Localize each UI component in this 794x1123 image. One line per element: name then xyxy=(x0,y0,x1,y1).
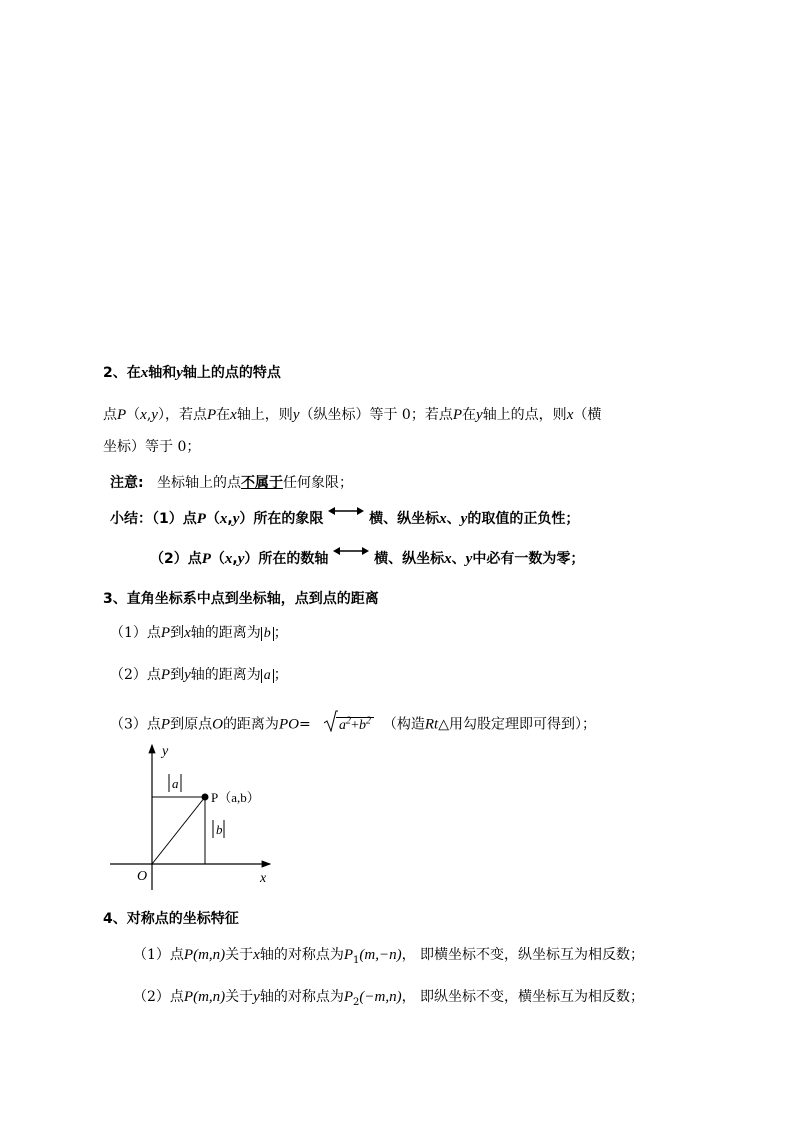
text: 在 xyxy=(462,407,477,423)
note-label: 注意: xyxy=(110,475,144,491)
var-x: x xyxy=(219,511,228,527)
double-arrow-icon xyxy=(333,544,369,558)
text: （2）点 xyxy=(150,551,202,567)
text: （2）点 xyxy=(133,989,184,1005)
text: （1）点 xyxy=(133,947,184,963)
expr-args: (−m,n) xyxy=(359,989,402,1005)
text: 到原点 xyxy=(170,716,213,733)
text: （1）点 xyxy=(152,511,197,527)
text: 轴上的点，则 xyxy=(482,407,567,423)
var-P: P xyxy=(160,625,171,641)
var-P2: P xyxy=(343,989,354,1005)
var-x: x xyxy=(439,511,447,527)
text: 的取值的正负性； xyxy=(467,511,580,527)
text: ）所在的象限 xyxy=(239,511,324,527)
var-P: P xyxy=(201,551,211,567)
var-x: x xyxy=(566,407,574,423)
text: ，若点 xyxy=(164,407,207,423)
var-y: y xyxy=(292,407,300,423)
radical-sign-icon xyxy=(324,710,338,732)
text: 轴上，则 xyxy=(236,407,293,423)
s4-item-2 xyxy=(133,988,644,1012)
abs-b-label: b xyxy=(216,822,223,837)
text: （构造 xyxy=(382,716,425,733)
section-3-heading: 3、直角坐标系中点到坐标轴，点到点的距离 xyxy=(103,591,379,607)
section-4-heading: 4、对称点的坐标特征 xyxy=(103,911,239,927)
text: （3）点 xyxy=(110,716,161,733)
text: 关于 xyxy=(225,947,254,963)
abs-a-label: a xyxy=(172,776,179,791)
text: （ xyxy=(210,551,225,567)
text: ； xyxy=(273,625,288,641)
coordinate-figure xyxy=(105,740,285,890)
text: 在 xyxy=(216,407,231,423)
plus-sign: + xyxy=(351,717,359,733)
var-x: x xyxy=(140,365,149,381)
text: , xyxy=(227,511,233,527)
var-x: x xyxy=(230,407,237,423)
text: 、 xyxy=(451,551,466,567)
section-2-heading xyxy=(103,364,281,382)
var-Rt: Rt xyxy=(424,716,439,733)
text: ） xyxy=(157,407,165,423)
text: ， 即纵坐标不变，横坐标互为相反数； xyxy=(401,989,645,1005)
subscript: 2 xyxy=(353,996,360,1008)
var-y: y xyxy=(176,365,183,381)
text: 轴的距离为 xyxy=(190,625,261,641)
var-y: y xyxy=(184,667,191,683)
section-2-paragraph-line1 xyxy=(103,406,601,424)
text: 点 xyxy=(103,407,117,423)
var-b: b xyxy=(358,717,366,733)
text: 坐标轴上的点 xyxy=(156,475,241,491)
text: ）所在的数轴 xyxy=(244,551,329,567)
text: , xyxy=(146,407,152,423)
text: 轴的对称点为 xyxy=(259,947,344,963)
s3-item-1 xyxy=(110,624,288,642)
var-x: x xyxy=(253,947,260,963)
subscript: 1 xyxy=(353,954,360,966)
var-P: P xyxy=(452,407,463,423)
text: 到 xyxy=(170,667,185,683)
text: （纵坐标）等于 0；若点 xyxy=(299,407,453,423)
double-arrow-icon xyxy=(328,504,364,518)
summary-label: 小结： xyxy=(110,511,152,527)
heading-text: 轴上的点的特点 xyxy=(182,365,281,381)
text: 到 xyxy=(170,625,185,641)
var-y: y xyxy=(232,511,240,527)
y-axis-label: y xyxy=(162,744,169,759)
origin-label: O xyxy=(137,869,148,884)
text: ； xyxy=(273,667,288,683)
var-x: x xyxy=(444,551,452,567)
x-axis-label: x xyxy=(260,871,267,886)
var-P: P xyxy=(206,407,217,423)
var-x: x xyxy=(224,551,233,567)
text: （1）点 xyxy=(110,625,161,641)
text: 横、纵坐标 xyxy=(369,511,440,527)
s4-item-1 xyxy=(133,946,644,970)
var-O: O xyxy=(212,716,223,733)
s3-item-2 xyxy=(110,666,288,684)
var-y: y xyxy=(151,407,158,423)
heading-text: 轴和 xyxy=(148,365,177,381)
var-P1: P xyxy=(343,947,354,963)
exponent: 2 xyxy=(365,715,371,726)
radicand xyxy=(336,717,374,733)
summary-line-1 xyxy=(110,510,579,528)
text: （ xyxy=(126,407,141,423)
text: 的距离为 xyxy=(222,716,279,733)
text: （横 xyxy=(573,407,602,423)
expr-args: (m,−n) xyxy=(359,947,402,963)
note-line xyxy=(110,474,353,492)
text: 轴的对称点为 xyxy=(259,989,344,1005)
heading-text: 2、在 xyxy=(103,365,141,381)
point-P xyxy=(202,794,209,801)
s3-item-3 xyxy=(110,712,596,735)
underlined-text: 不属于 xyxy=(240,475,283,491)
text: 、 xyxy=(446,511,461,527)
text: ， 即横坐标不变，纵坐标互为相反数； xyxy=(401,947,645,963)
hypotenuse-segment xyxy=(152,797,205,864)
var-P: P xyxy=(117,407,127,423)
text: = xyxy=(298,716,311,733)
var-y: y xyxy=(476,407,483,423)
exponent: 2 xyxy=(346,715,352,726)
expr-P-m-n: P(m,n) xyxy=(183,947,226,963)
text: 中必有一数为零； xyxy=(472,551,585,567)
var-x: x xyxy=(140,407,147,423)
abs-a: a xyxy=(261,669,274,683)
text: △用勾股定理即可得到）； xyxy=(438,716,596,733)
sqrt-expression xyxy=(324,712,374,735)
abs-b: b xyxy=(261,627,274,641)
text: （ xyxy=(205,511,220,527)
var-a: a xyxy=(339,717,347,733)
var-P: P xyxy=(160,716,171,733)
text: （2）点 xyxy=(110,667,161,683)
var-y: y xyxy=(237,551,245,567)
text: 任何象限； xyxy=(282,475,353,491)
text: 横、纵坐标 xyxy=(374,551,445,567)
summary-line-2 xyxy=(150,550,584,568)
text: 关于 xyxy=(225,989,254,1005)
point-label: P（a,b） xyxy=(211,790,260,805)
section-2-paragraph-line2: 坐标）等于 0； xyxy=(103,439,201,455)
text: , xyxy=(232,551,238,567)
var-y: y xyxy=(460,511,468,527)
expr-P-m-n: P(m,n) xyxy=(183,989,226,1005)
var-P: P xyxy=(196,511,206,527)
text: 轴的距离为 xyxy=(190,667,261,683)
var-P: P xyxy=(160,667,171,683)
var-PO: PO xyxy=(278,716,299,733)
var-y: y xyxy=(465,551,473,567)
var-x: x xyxy=(184,625,191,641)
var-y: y xyxy=(253,989,260,1005)
